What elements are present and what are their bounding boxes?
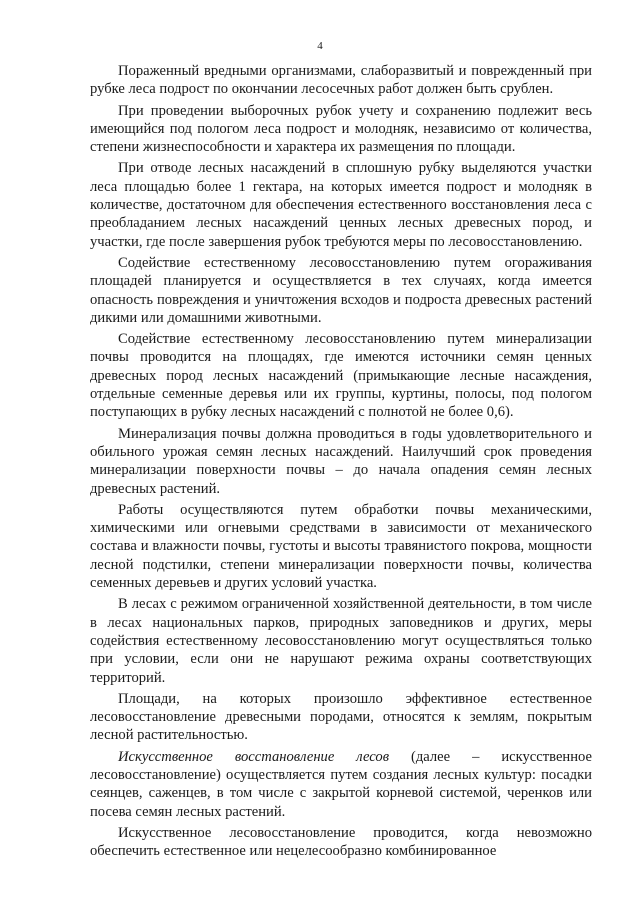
emphasized-term: Искусственное восстановление лесов — [118, 748, 390, 765]
paragraph-9: Площади, на которых произошло эффективное естественное лесовосстановление древесными породами, относятся к землям, покрытым лесной растительностью. — [90, 690, 592, 744]
paragraph-7: Работы осуществляются путем обработки почвы механическими, химическими или огневыми средствами в зависимости от механического состава и влажности почвы, густоты и высоты травянистого покрова, мощности лесной подстилки, степени минерализации поверхности почвы, количества семенных деревьев и других условий участка. — [90, 501, 592, 592]
paragraph-10-text: (далее – искусственное лесовосстановление) осуществляется путем создания лесных культур: посадки сеянцев, саженцев, в том числе с закрытой корневой системой, черенков или посева семян лесных растений. — [90, 748, 592, 820]
paragraph-2: При проведении выборочных рубок учету и сохранению подлежит весь имеющийся под пологом леса подрост и молодняк, независимо от количества, степени жизнеспособности и характера их размещения по площади. — [90, 102, 592, 156]
body-text — [90, 62, 592, 863]
page-number: 4 — [317, 40, 323, 52]
paragraph-5: Содействие естественному лесовосстановлению путем минерализации почвы проводится на площадях, где имеются источники семян ценных древесных пород лесных насаждений (примыкающие лесные насаждения, отдельные семенные деревья или их группы, куртины, полосы, под пологом поступающих в рубку лесных насаждений с полнотой не более 0,6). — [90, 331, 592, 421]
paragraph-1: Пораженный вредными организмами, слаборазвитый и поврежденный при рубке леса подрост по окончании лесосечных работ должен быть срублен. — [90, 63, 592, 98]
paragraph-3: При отводе лесных насаждений в сплошную рубку выделяются участки леса площадью более 1 гектара, на которых имеется подрост и молодняк в количестве, достаточном для обеспечения естественного восстановления леса с преобладанием лесных насаждений ценных лесных древесных пород, и участки, где после завершения рубок требуются меры по лесовосстановлению. — [90, 160, 592, 250]
paragraph-10 — [90, 748, 592, 821]
paragraph-11: Искусственное лесовосстановление проводится, когда невозможно обеспечить естественное или нецелесообразно комбинированное — [90, 824, 592, 860]
paragraph-4: Содействие естественному лесовосстановлению путем огораживания площадей планируется и осуществляется в тех случаях, когда имеется опасность повреждения и уничтожения всходов и подроста древесных растений дикими или домашними животными. — [90, 254, 592, 326]
paragraph-8: В лесах с режимом ограниченной хозяйственной деятельности, в том числе в лесах национальных парков, природных заповедников и других, меры содействия естественному лесовосстановлению могут осуществляться только при условии, если они не нарушают режима охраны соответствующих территорий. — [90, 596, 592, 686]
paragraph-6: Минерализация почвы должна проводиться в годы удовлетворительного и обильного урожая семян лесных насаждений. Наилучший срок проведения минерализации поверхности почвы – до начала опадения семян лесных древесных растений. — [90, 425, 592, 497]
